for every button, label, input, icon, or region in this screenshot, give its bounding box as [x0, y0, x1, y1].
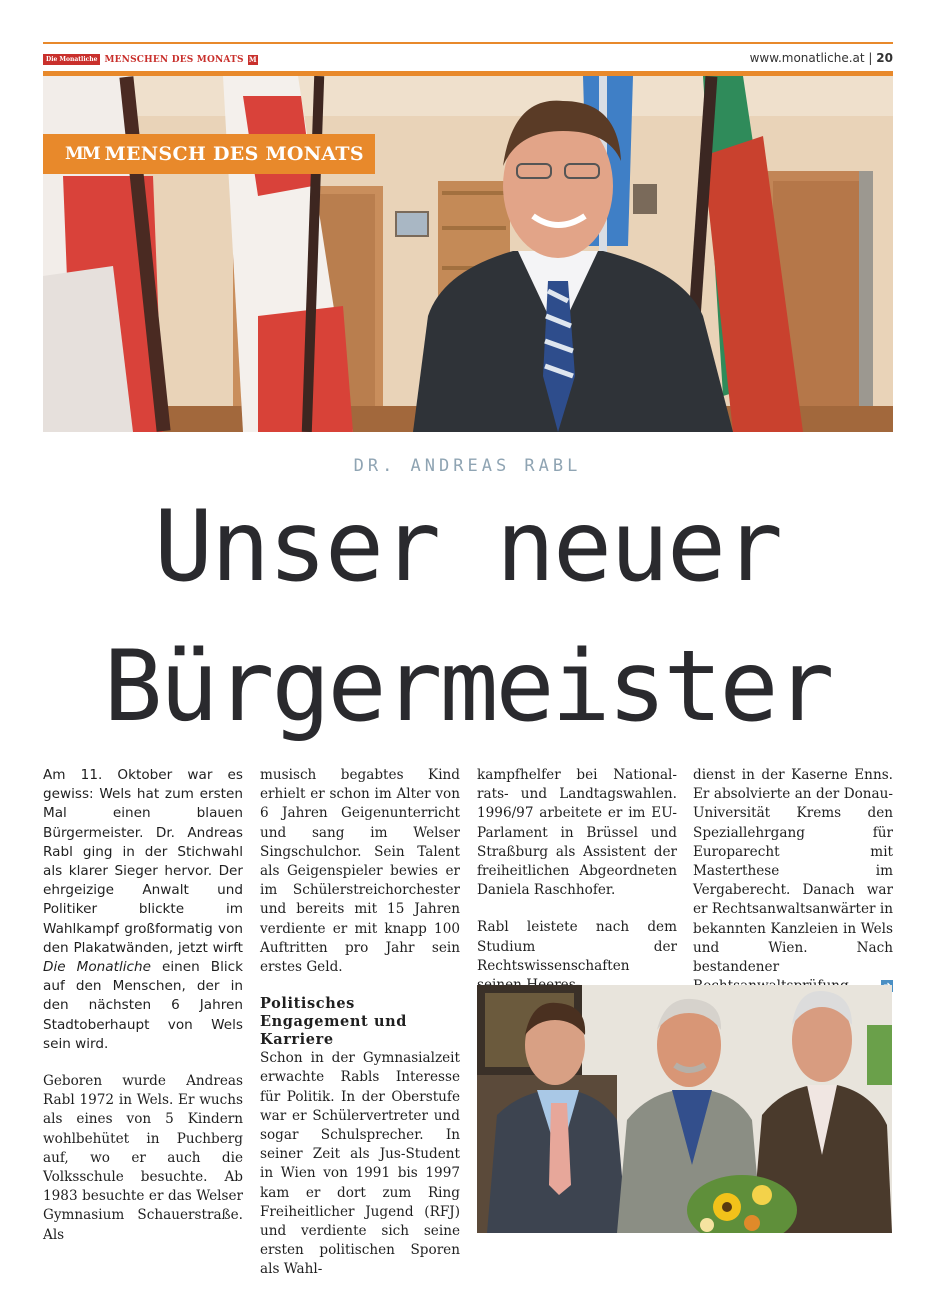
- headline-line-1: Unser neuer: [153, 490, 781, 604]
- article-column-4: [693, 766, 893, 1014]
- group-photo: [477, 985, 892, 1233]
- body-paragraph: kampfhelfer bei National- rats- und Landtagswahlen. 1996/97 arbeitete er im EU-Parlament in Brüssel und Straßburg als Assistent der freiheitlichen Abgeordneten Daniela Raschhofer.: [477, 767, 677, 899]
- body-paragraph: Schon in der Gymnasialzeit erwachte Rabls Interesse für Politik. In der Oberstufe war er Schülervertreter und sogar Schulsprecher. In seiner Zeit als Jus-Student in Wien von 1991 bis 1997 kam er dort zum Ring Freiheitlicher Jugend (RFJ) und verdiente sich seine ersten politischen Sporen als Wahl-: [260, 1050, 460, 1278]
- m-badge-icon: M: [248, 54, 257, 64]
- page-number: 20: [876, 51, 893, 65]
- header-top-rule: [43, 42, 893, 44]
- page-info: [750, 51, 893, 65]
- intro-paragraph: Am 11. Oktober war es gewiss: Wels hat zum ersten Mal einen blauen Bürgermeister. Dr. Andreas Rabl ging in der Stichwahl als klarer Sieger hervor. Der ehrgeizige Anwalt und Politiker blickte im Wahlkampf großformatig von den Plakatwänden, jetzt wirft Die Monatliche einen Blick auf den Menschen, der in den nächsten 6 Jahren Stadtoberhaupt von Wels sein wird.: [43, 767, 243, 1052]
- section-label: [43, 54, 258, 65]
- body-paragraph: Rabl leistete nach dem Studium der Rechtswissenschaften: [477, 919, 677, 974]
- body-paragraph: dienst in der Kaserne Enns. Er absolvierte an der Donau-Universität Krems den Speziallehrgang für Europarecht mit Masterthese im Vergaberecht. Danach war er Rechtsanwaltsanwärter in bekannten Kanzleien in Wels und Wien. Nach bestandener: [693, 766, 893, 996]
- publication-logo: Die Monatliche: [43, 54, 100, 65]
- body-paragraph: Geboren wurde Andreas Rabl 1972 in Wels. Er wuchs als eines von 5 Kindern wohlbehütet in Puchberg auf, wo er auch die Volksschule besuchte. Ab 1983 besuchte er das Welser Gymnasium Schauerstraße. Als: [43, 1073, 243, 1243]
- badge-title: MENSCH DES MONATS: [104, 143, 364, 165]
- mm-logo-icon: MM: [65, 144, 99, 164]
- page-header: [43, 48, 893, 70]
- hero-photo: [43, 76, 893, 432]
- mensch-des-monats-badge: [43, 134, 375, 174]
- publication-name: Die Monatliche: [43, 959, 151, 976]
- body-paragraph: musisch begabtes Kind erhielt er schon im Alter von 6 Jahren Geigenunterricht und sang im Welser Singschulchor. Sein Talent als Geigenspieler bewies er im Schülerstreichorchester und bereits mit 15 Jahren verdiente er mit knapp 100 Auftritten pro Jahr sein erstes Geld.: [260, 767, 460, 976]
- website-link[interactable]: www.monatliche.at: [749, 51, 865, 65]
- hero-photo-image: [43, 76, 893, 432]
- section-title: MENSCHEN DES MONATS: [104, 54, 244, 65]
- section-subheading: Politisches Engagement und Karriere: [260, 995, 407, 1049]
- article-column-2: [260, 766, 460, 1298]
- separator: |: [868, 51, 873, 65]
- article-column-3: [477, 766, 677, 1013]
- group-photo-image: [477, 985, 892, 1233]
- article-column-1: [43, 766, 243, 1263]
- headline-line-2: Bürgermeister: [103, 630, 832, 744]
- article-kicker: DR. ANDREAS RABL: [353, 456, 582, 476]
